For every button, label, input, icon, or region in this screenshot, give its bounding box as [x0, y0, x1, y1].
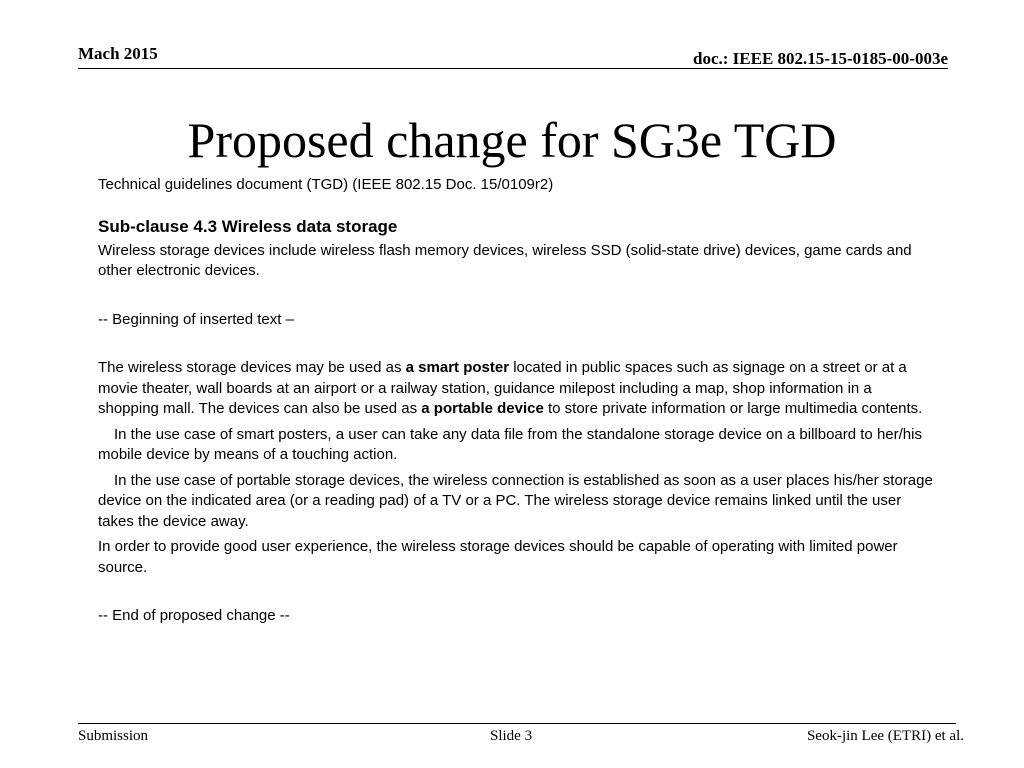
- portable-device-emphasis: a portable device: [421, 400, 544, 417]
- slide-title: Proposed change for SG3e TGD: [187, 112, 837, 168]
- footer-slide-number: Slide 3: [490, 728, 533, 744]
- paragraph-1: Wireless storage devices include wireless flash memory devices, wireless SSD (solid-state drive) devices, game cards and other electronic devices.: [98, 241, 912, 279]
- header-doc-number: doc.: IEEE 802.15-15-0185-00-003e: [693, 49, 948, 68]
- paragraph-3: In the use case of smart posters, a user can take any data file from the standalone storage device on a billboard to her/his mobile device by means of a touching action.: [98, 425, 922, 463]
- paragraph-2-part-c: located in public spaces such as signage on a street or at a movie theater, wall boards at an airport or a railway station, guidance milepost including a map, shop information in a shopping mall. The devices can also be used as: [98, 359, 907, 417]
- smart-poster-emphasis: a smart poster: [405, 359, 510, 376]
- intro-text: Technical guidelines document (TGD) (IEEE 802.15 Doc. 15/0109r2): [98, 176, 554, 193]
- paragraph-2: [98, 358, 934, 420]
- footer-author: Seok-jin Lee (ETRI) et al.: [806, 728, 964, 744]
- begin-inserted-marker: -- Beginning of inserted text –: [98, 310, 294, 328]
- subclause-heading: Sub-clause 4.3 Wireless data storage: [98, 216, 398, 236]
- end-change-marker: -- End of proposed change --: [98, 607, 290, 624]
- footer-rule: [78, 723, 956, 724]
- paragraph-4: In the use case of portable storage devices, the wireless connection is established as soon as a user places his/her storage device on the indicated area (or a reading pad) of a TV or a PC. The wireless storage device remains linked until the user takes the device away.: [98, 471, 933, 530]
- header-rule: [78, 68, 948, 69]
- header-date: Mach 2015: [78, 44, 158, 63]
- paragraph-5: In order to provide good user experience, the wireless storage devices should be capable of operating with limited power source.: [98, 538, 898, 576]
- footer-submission: Submission: [78, 728, 149, 744]
- paragraph-2-part-e: to store private information or large multimedia contents.: [543, 400, 923, 417]
- slide-body: [98, 175, 934, 627]
- paragraph-2-part-a: The wireless storage devices may be used as: [98, 359, 406, 376]
